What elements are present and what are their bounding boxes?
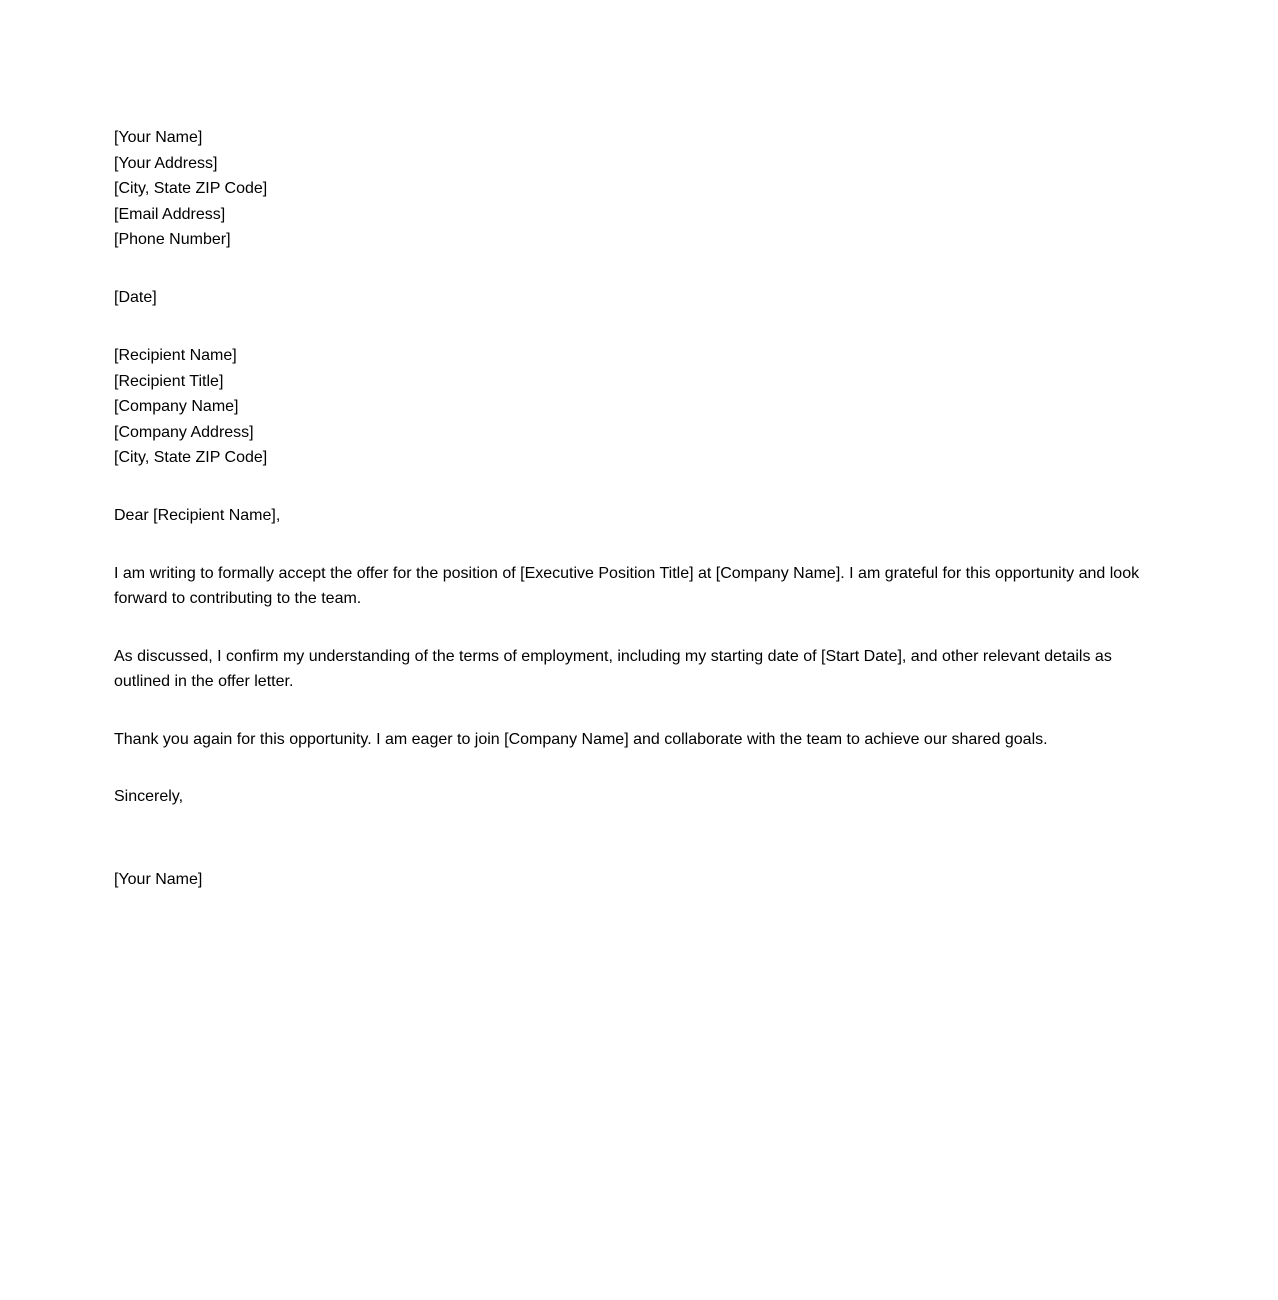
closing: Sincerely, xyxy=(114,788,184,805)
sender-phone: [Phone Number] xyxy=(114,231,231,248)
recipient-company-address: [Company Address] xyxy=(114,423,254,441)
sender-city-state-zip: [City, State ZIP Code] xyxy=(114,180,268,197)
sender-email: [Email Address] xyxy=(114,205,226,223)
letter-date xyxy=(114,285,1154,311)
signature-name: [Your Name] xyxy=(114,870,203,888)
body-paragraph: I am writing to formally accept the offer for the position of [Executive Position Title] at [Company Name]. I am grateful for this opportunity and look forward to contributing to the team. xyxy=(114,564,1140,607)
sender-address xyxy=(114,125,1154,253)
salutation: Dear [Recipient Name], xyxy=(114,507,281,524)
recipient-city-state-zip: [City, State ZIP Code] xyxy=(114,449,268,466)
recipient-title: [Recipient Title] xyxy=(114,372,224,390)
letter-document xyxy=(114,125,1154,892)
recipient-address xyxy=(114,343,1154,471)
recipient-company: [Company Name] xyxy=(114,398,239,415)
sender-address-line: [Your Address] xyxy=(114,154,218,172)
recipient-name: [Recipient Name] xyxy=(114,347,237,364)
sender-name: [Your Name] xyxy=(114,129,203,146)
date-text: [Date] xyxy=(114,289,157,306)
signature-space xyxy=(114,810,1154,867)
body-paragraph: As discussed, I confirm my understanding of the terms of employment, including my starting date of [Start Date], and other relevant details as outlined in the offer letter. xyxy=(114,647,1112,690)
body-paragraph: Thank you again for this opportunity. I am eager to join [Company Name] and collaborate with the team to achieve our shared goals. xyxy=(114,730,1048,748)
